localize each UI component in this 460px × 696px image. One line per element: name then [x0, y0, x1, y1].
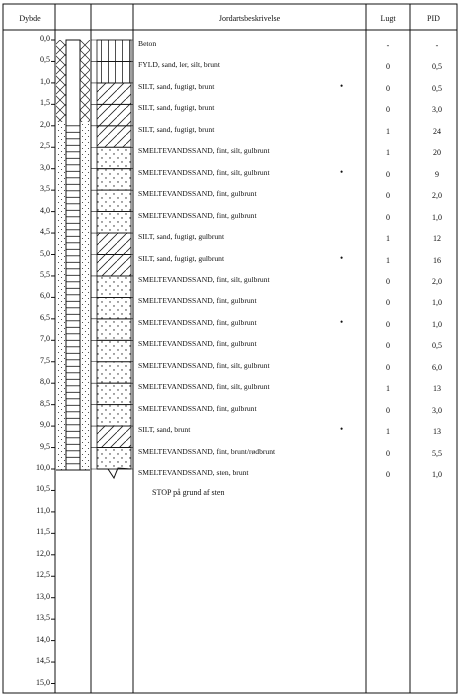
lithology-layer: [97, 83, 131, 104]
smell-value: 1: [386, 255, 390, 265]
pid-value: 6,0: [432, 362, 442, 372]
pid-value: -: [435, 41, 439, 50]
layer-description: SMELTEVANDSSAND, fint, silt, gulbrunt: [138, 360, 270, 370]
layer-description: FYLD, sand, ler, silt, brunt: [138, 60, 220, 70]
smell-value: 0: [386, 319, 390, 329]
lithology-layer: [97, 383, 131, 404]
depth-tick-label: 12,5: [36, 570, 50, 580]
layer-description: SILT, sand, brunt: [138, 425, 191, 435]
lithology-layer: [97, 104, 131, 125]
smell-value: 0: [386, 405, 390, 415]
depth-tick-label: 4,5: [40, 227, 50, 237]
header-description: Jordartsbeskrivelse: [218, 14, 281, 23]
layer-description: SMELTEVANDSSAND, fint, brunt/rødbrunt: [138, 446, 276, 456]
sample-marker: •: [340, 316, 344, 327]
depth-tick-label: 15,0: [36, 677, 50, 687]
well-construction-diagram: [56, 40, 90, 470]
lithology-layer: [97, 276, 131, 297]
depth-tick-label: 9,5: [40, 441, 50, 451]
lithology-layer: [97, 319, 131, 340]
smell-value: 0: [386, 191, 390, 201]
pid-value: 0,5: [432, 83, 442, 93]
sample-marker: •: [340, 166, 344, 177]
smell-value: 1: [386, 126, 390, 136]
layer-description: SMELTEVANDSSAND, fint, gulbrunt: [138, 339, 257, 349]
layer-description: SMELTEVANDSSAND, fint, silt, gulbrunt: [138, 382, 270, 392]
lithology-layer: [97, 147, 131, 168]
depth-tick-label: 12,0: [36, 548, 50, 558]
layer-description: SMELTEVANDSSAND, fint, silt, gulbrunt: [138, 167, 270, 177]
stop-symbol: [97, 468, 131, 478]
lithology-column: [97, 40, 131, 478]
smell-value: 0: [386, 212, 390, 222]
depth-tick-label: 13,5: [36, 613, 50, 623]
depth-tick-label: 8,5: [40, 398, 50, 408]
layer-description: SMELTEVANDSSAND, fint, gulbrunt: [138, 210, 257, 220]
depth-tick-label: 5,5: [40, 269, 50, 279]
depth-tick-label: 10,0: [36, 463, 50, 472]
depth-tick-label: 6,0: [40, 291, 50, 301]
smell-value: 0: [386, 298, 390, 308]
pid-value: 3,0: [432, 105, 442, 115]
smell-value: 0: [386, 105, 390, 115]
depth-tick-label: 14,0: [36, 634, 50, 644]
smell-value: -: [386, 41, 390, 50]
lithology-layer: [97, 212, 131, 233]
smell-value: 0: [386, 362, 390, 372]
depth-tick-label: 6,5: [40, 312, 50, 322]
smell-value: 1: [386, 384, 390, 394]
lithology-layer: [97, 362, 131, 383]
layer-description: SILT, sand, fugtigt, gulbrunt: [138, 253, 225, 263]
smell-value: 0: [386, 83, 390, 93]
layer-description: SMELTEVANDSSAND, fint, gulbrunt: [138, 296, 257, 306]
lithology-layer: [97, 340, 131, 361]
pid-value: 9: [435, 169, 439, 179]
pid-value: 1,0: [432, 298, 442, 308]
pid-value: 5,5: [432, 448, 442, 458]
smell-value: 0: [386, 448, 390, 458]
header-smell: Lugt: [380, 14, 396, 23]
smell-value: 0: [386, 276, 390, 286]
smell-value: 0: [386, 470, 390, 479]
depth-tick-label: 14,5: [36, 656, 50, 666]
lithology-layer: [97, 448, 131, 469]
depth-tick-label: 0,5: [40, 55, 50, 65]
lithology-layer: [97, 126, 131, 147]
depth-axis: [51, 40, 55, 684]
layer-description: SMELTEVANDSSAND, fint, gulbrunt: [138, 189, 257, 199]
pid-value: 16: [433, 255, 441, 265]
sample-marker: •: [340, 424, 344, 435]
pid-value: 24: [433, 126, 441, 136]
lithology-layer: [97, 61, 131, 82]
layer-description: SMELTEVANDSSAND, sten, brunt: [138, 468, 249, 477]
pid-value: 13: [433, 384, 441, 394]
depth-tick-label: 11,0: [36, 505, 50, 515]
layer-description: SMELTEVANDSSAND, fint, gulbrunt: [138, 403, 257, 413]
pid-value: 1,0: [432, 319, 442, 329]
depth-tick-label: 3,5: [40, 184, 50, 194]
layer-description: SMELTEVANDSSAND, fint, silt, gulbrunt: [138, 274, 270, 284]
depth-tick-label: 3,0: [40, 162, 50, 172]
layer-description: SMELTEVANDSSAND, fint, silt, gulbrunt: [138, 146, 270, 156]
layer-description: SILT, sand, fugtigt, brunt: [138, 81, 215, 91]
pid-value: 2,0: [432, 276, 442, 286]
depth-tick-label: 10,5: [36, 484, 50, 494]
pid-value: 1,0: [432, 212, 442, 222]
smell-value: 1: [386, 234, 390, 244]
row-lines: [91, 40, 133, 469]
layer-description: SMELTEVANDSSAND, fint, gulbrunt: [138, 317, 257, 327]
depth-tick-label: 1,0: [40, 76, 50, 86]
layer-description: Beton: [138, 39, 157, 48]
lithology-layer: [97, 426, 131, 447]
lithology-layer: [97, 40, 131, 61]
depth-tick-label: 2,5: [40, 141, 50, 151]
smell-value: 1: [386, 427, 390, 437]
stop-note: STOP på grund af sten: [152, 488, 225, 497]
header-pid: PID: [427, 14, 440, 23]
lithology-layer: [97, 255, 131, 276]
pid-value: 3,0: [432, 405, 442, 415]
smell-value: 0: [386, 169, 390, 179]
depth-tick-label: 9,0: [40, 420, 50, 430]
depth-tick-label: 13,0: [36, 591, 50, 601]
pid-value: 12: [433, 234, 441, 244]
smell-value: 0: [386, 62, 390, 72]
layer-description: SILT, sand, fugtigt, brunt: [138, 103, 215, 113]
depth-tick-label: 7,5: [40, 355, 50, 365]
depth-tick-label: 4,0: [40, 205, 50, 215]
depth-tick-label: 8,0: [40, 377, 50, 387]
sample-marker: •: [340, 80, 344, 91]
sample-marker: •: [340, 252, 344, 263]
depth-tick-label: 11,5: [36, 527, 50, 537]
lithology-layer: [97, 233, 131, 254]
lithology-layer: [97, 297, 131, 318]
lithology-layer: [97, 190, 131, 211]
depth-tick-label: 7,0: [40, 334, 50, 344]
smell-value: 0: [386, 341, 390, 351]
pid-value: 2,0: [432, 191, 442, 201]
pid-value: 1,0: [432, 470, 442, 479]
lithology-layer: [97, 169, 131, 190]
depth-tick-label: 5,0: [40, 248, 50, 258]
layer-description: SILT, sand, fugtigt, gulbrunt: [138, 232, 225, 242]
depth-tick-label: 0,0: [40, 34, 50, 43]
pid-value: 0,5: [432, 341, 442, 351]
lithology-layer: [97, 405, 131, 426]
header-depth: Dybde: [19, 14, 41, 23]
pid-value: 13: [433, 427, 441, 437]
depth-tick-label: 2,0: [40, 119, 50, 129]
depth-tick-label: 1,5: [40, 98, 50, 108]
pid-value: 0,5: [432, 62, 442, 72]
smell-value: 1: [386, 148, 390, 158]
layer-description: SILT, sand, fugtigt, brunt: [138, 124, 215, 134]
pid-value: 20: [433, 148, 441, 158]
